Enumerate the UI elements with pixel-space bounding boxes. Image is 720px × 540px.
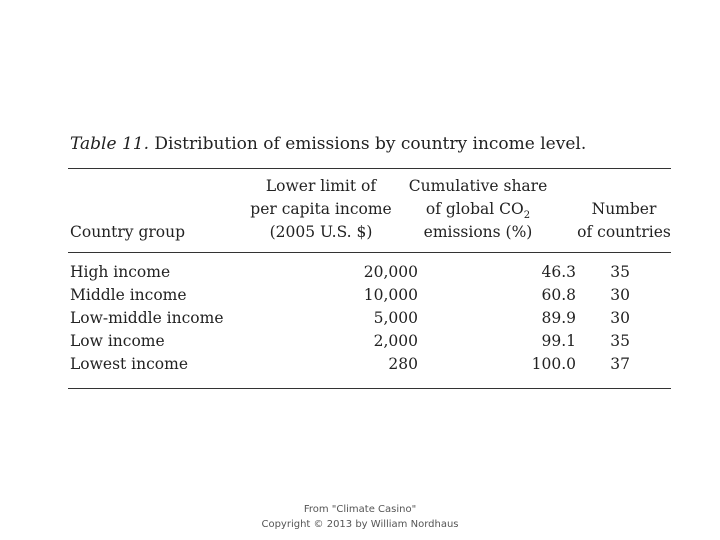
cell-country-group: High income <box>70 263 171 281</box>
header-lower-limit-line2: per capita income <box>250 200 392 218</box>
table-row <box>70 284 680 307</box>
cell-number-of-countries: 30 <box>610 309 630 327</box>
header-cumulative-share-line1: Cumulative share <box>408 177 548 195</box>
header-lower-limit-line1: Lower limit of <box>265 177 377 195</box>
header-country-group <box>70 221 185 244</box>
source-footer <box>0 502 720 532</box>
header-lower-limit <box>246 175 396 244</box>
header-number-line1: Number <box>591 200 657 218</box>
cell-cumulative-share: 100.0 <box>531 355 576 373</box>
cell-country-group: Low income <box>70 332 165 350</box>
cell-cumulative-share: 89.9 <box>541 309 576 327</box>
header-cumulative-share-subscript: 2 <box>523 210 531 222</box>
footer-source-line: From "Climate Casino" <box>303 504 417 515</box>
cell-lower-limit: 5,000 <box>373 309 418 327</box>
table-row <box>70 353 680 376</box>
footer-copyright-line: Copyright © 2013 by William Nordhaus <box>261 519 459 530</box>
cell-number-of-countries: 30 <box>610 286 630 304</box>
table-top-rule <box>68 168 671 169</box>
cell-lower-limit: 280 <box>388 355 418 373</box>
header-number-line2: of countries <box>577 223 671 241</box>
cell-country-group: Middle income <box>70 286 187 304</box>
table-row <box>70 261 680 284</box>
header-cumulative-share <box>408 175 548 244</box>
table-caption-text: Distribution of emissions by country income level. <box>154 134 587 154</box>
cell-cumulative-share: 99.1 <box>541 332 576 350</box>
cell-cumulative-share: 60.8 <box>541 286 576 304</box>
table-body <box>70 261 680 376</box>
cell-country-group: Lowest income <box>70 355 188 373</box>
header-cumulative-share-line3: emissions (%) <box>423 223 533 241</box>
header-cumulative-share-co: of global CO <box>425 200 524 218</box>
cell-number-of-countries: 35 <box>610 263 630 281</box>
header-lower-limit-line3: (2005 U.S. $) <box>269 223 373 241</box>
cell-lower-limit: 2,000 <box>373 332 418 350</box>
table-header-rule <box>68 252 671 253</box>
cell-cumulative-share: 46.3 <box>541 263 576 281</box>
header-number-of-countries <box>566 198 682 244</box>
table-row <box>70 307 680 330</box>
table-row <box>70 330 680 353</box>
table-caption-label: Table 11. <box>70 134 149 154</box>
cell-number-of-countries: 35 <box>610 332 630 350</box>
cell-lower-limit: 10,000 <box>363 286 418 304</box>
table-bottom-rule <box>68 388 671 389</box>
cell-country-group: Low-middle income <box>70 309 224 327</box>
cell-number-of-countries: 37 <box>610 355 630 373</box>
header-cumulative-share-line2 <box>408 198 548 221</box>
table-caption <box>70 134 586 154</box>
header-country-group-label: Country group <box>70 223 186 241</box>
cell-lower-limit: 20,000 <box>363 263 418 281</box>
